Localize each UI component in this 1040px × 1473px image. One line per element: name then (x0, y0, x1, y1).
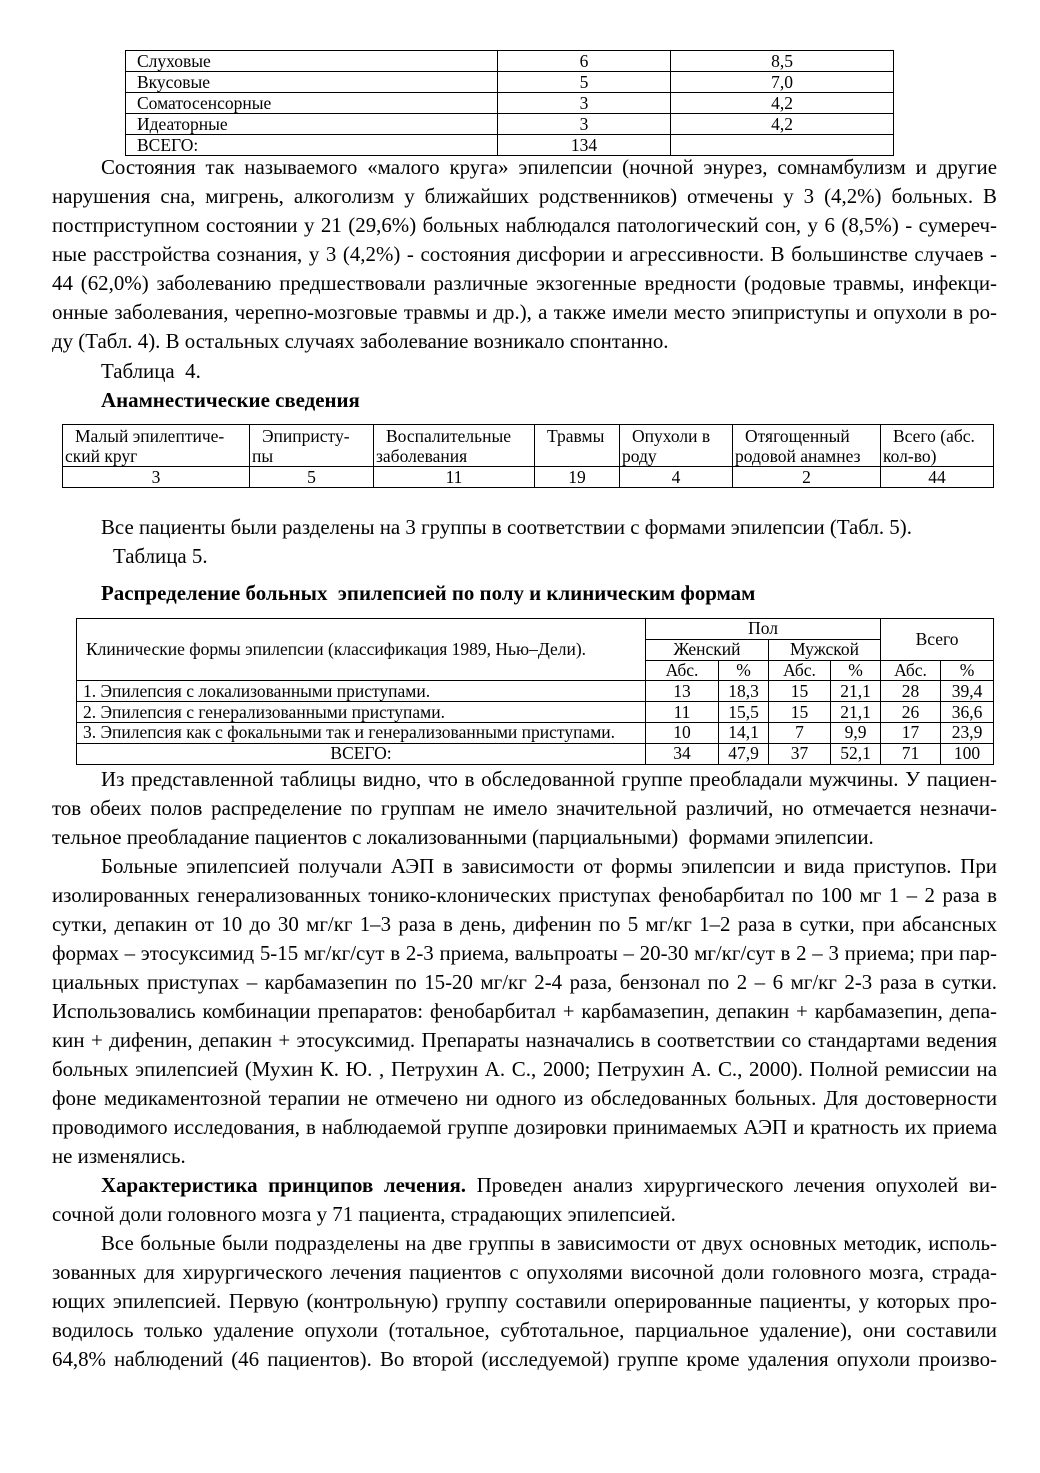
table-header-row (77, 619, 994, 640)
form-cell: 3. Эпилепсия как с фокальными так и генерализованными приступами. (77, 722, 646, 743)
abs-header-cell: Абс. (646, 660, 719, 681)
value-cell: 5 (250, 467, 374, 488)
total-label-cell: ВСЕГО: (77, 743, 646, 764)
text-line: не изменялись. (52, 1144, 186, 1169)
text-line: изолированных генерализованных тонико-клонических приступах фенобарбитал по 100 мг 1 – 2 раза в (52, 882, 997, 907)
text-line: фоне медикаментозной терапии не отмечено ни одного из обследованных больных. Для достоверности (52, 1086, 997, 1111)
header-cell-family-tumors (620, 425, 733, 467)
table4-title: Анамнестические сведения (101, 388, 360, 412)
anamnesis-table (62, 424, 994, 488)
male-pct-cell: 52,1 (831, 743, 881, 764)
text-line: нарушения сна, мигрень, алкоголизм у ближайших родственников) отмечены у 3 (4,2%) больных. В (52, 183, 997, 208)
text-line: тельное преобладание пациентов с локализованными (парциальными) формами эпилепсии. (52, 824, 874, 849)
female-abs-cell: 34 (646, 743, 719, 764)
text-span: Проведен анализ хирургического лечения опухолей ви- (476, 1173, 997, 1198)
table-row (126, 51, 894, 72)
count-cell: 6 (498, 51, 671, 72)
male-pct-cell: 9,9 (831, 722, 881, 743)
header-line: кол-во) (883, 446, 937, 466)
form-cell: 2. Эпилепсия с генерализованными приступами. (77, 702, 646, 723)
pct-header-cell: % (941, 660, 994, 681)
female-pct-cell: 15,5 (719, 702, 769, 723)
male-abs-cell: 15 (769, 681, 831, 702)
pct-header-cell: % (719, 660, 769, 681)
total-abs-cell: 17 (881, 722, 941, 743)
section-lead-heading: Характеристика принципов лечения. (101, 1173, 466, 1198)
text-line: 64,8% наблюдений (46 пациентов). Во второй (исследуемой) группе кроме удаления опухоли произво- (52, 1347, 997, 1372)
paragraph-patient-groups (52, 1229, 997, 1374)
symptom-type-cell: Идеаторные (126, 114, 498, 135)
table5-caption: Таблица 5. (113, 544, 208, 568)
table-row (126, 93, 894, 114)
count-cell: 3 (498, 114, 671, 135)
female-abs-cell: 11 (646, 702, 719, 723)
header-line: Травмы (547, 426, 605, 446)
paragraph-drug-therapy (52, 852, 997, 1172)
header-cell-seizures (250, 425, 374, 467)
header-line: родовой анамнез (735, 446, 861, 466)
header-line: роду (622, 446, 657, 466)
text-line: зованных для хирургического лечения пациентов с опухолями височной доли головного мозга, страда- (52, 1260, 997, 1285)
header-cell-family-history (733, 425, 881, 467)
header-cell-trauma (535, 425, 620, 467)
text-line: ные расстройства сознания, у 3 (4,2%) - состояния дисфории и агрессивности. В большинстве случаев - (52, 241, 997, 266)
header-cell-inflammatory (374, 425, 535, 467)
text-line: сутки, депакин от 10 до 30 мг/кг 1–3 раза в день, дифенин по 5 мг/кг 1–2 раза в сутки, при абсансных (52, 911, 997, 936)
text-line: водилось только удаление опухоли (тотальное, субтотальное, парциальное удаление), они составили (52, 1318, 997, 1343)
female-pct-cell: 14,1 (719, 722, 769, 743)
text-line: ду (Табл. 4). В остальных случаях заболевание возникало спонтанно. (52, 329, 669, 354)
male-abs-cell: 7 (769, 722, 831, 743)
symptom-type-cell: Соматосенсорные (126, 93, 498, 114)
total-header-cell: Всего (881, 619, 994, 661)
male-header-cell: Мужской (769, 639, 881, 660)
header-line: Опухоли в (632, 426, 711, 446)
text-line: постприступном состоянии у 21 (29,6%) больных наблюдался патологический сон, у 6 (8,5%) - сумереч- (52, 212, 997, 237)
header-line: Отягощенный (745, 426, 850, 446)
table-row (77, 722, 994, 743)
text-line: Больные эпилепсией получали АЭП в зависимости от формы эпилепсии и вида приступов. При (101, 853, 997, 878)
header-line: Всего (абс. (893, 426, 975, 446)
text-line: кин + дифенин, депакин + этосуксимид. Препараты назначались в соответствии со стандартами ведения (52, 1027, 997, 1052)
groups-sentence: Все пациенты были разделены на 3 группы в соответствии с формами эпилепсии (Табл. 5). (101, 515, 912, 539)
header-line: заболевания (376, 446, 468, 466)
total-pct-cell: 100 (941, 743, 994, 764)
male-pct-cell: 21,1 (831, 681, 881, 702)
text-line: Использовались комбинации препаратов: фенобарбитал + карбамазепин, депакин + карбамазепин, депа- (52, 998, 997, 1023)
form-cell: 1. Эпилепсия с локализованными приступами. (77, 681, 646, 702)
forms-header-cell: Клинические формы эпилепсии (классификация 1989, Нью–Дели). (77, 619, 646, 681)
table5-title: Распределение больных эпилепсией по полу и клиническим формам (101, 581, 756, 605)
header-line: ский круг (65, 446, 138, 466)
female-pct-cell: 18,3 (719, 681, 769, 702)
text-line: Все больные были подразделены на две группы в зависимости от двух основных методик, исполь- (101, 1231, 997, 1256)
total-abs-cell: 26 (881, 702, 941, 723)
text-line: Из представленной таблицы видно, что в обследованной группе преобладали мужчины. У пациен- (101, 766, 997, 791)
total-pct-cell: 23,9 (941, 722, 994, 743)
paragraph-small-circle (52, 153, 997, 357)
abs-header-cell: Абс. (769, 660, 831, 681)
value-cell: 3 (63, 467, 250, 488)
count-cell: 5 (498, 72, 671, 93)
body-text-flow (52, 765, 997, 1375)
text-line: больных эпилепсией (Мухин К. Ю. , Петрухин А. С., 2000; Петрухин А. С., 2000). Полной ремиссии на (52, 1056, 997, 1081)
table-row (77, 681, 994, 702)
value-cell: 44 (881, 467, 994, 488)
total-count-cell: 134 (498, 135, 671, 156)
paragraph-table-commentary (52, 765, 997, 852)
table4-caption: Таблица 4. (101, 359, 201, 383)
male-abs-cell: 15 (769, 702, 831, 723)
text-line: Состояния так называемого «малого круга» эпилепсии (ночной энурез, сомнамбулизм и другие (101, 154, 997, 179)
text-line: циальных приступах – карбамазепин по 15-20 мг/кг 2-4 раза, бензонал по 2 – 6 мг/кг 2-3 раза в сутки. (52, 969, 997, 994)
female-abs-cell: 10 (646, 722, 719, 743)
pct-header-cell: % (831, 660, 881, 681)
header-line: Малый эпилептиче- (75, 426, 225, 446)
header-cell-total (881, 425, 994, 467)
text-line: тов обеих полов распределение по группам не имело значительной различий, но отмечается незначи- (52, 795, 997, 820)
text-line: 44 (62,0%) заболеванию предшествовали различные экзогенные вредности (родовые травмы, инфекци- (52, 270, 997, 295)
female-header-cell: Женский (646, 639, 769, 660)
value-cell: 4 (620, 467, 733, 488)
sex-header-cell: Пол (646, 619, 881, 640)
value-cell: 11 (374, 467, 535, 488)
symptom-types-table (125, 50, 894, 156)
total-abs-cell: 28 (881, 681, 941, 702)
table-header-row (63, 425, 994, 467)
text-line: ющих эпилепсией. Первую (контрольную) группу составили оперированные пациенты, у которых про- (52, 1289, 997, 1314)
text-line (52, 1171, 997, 1200)
percent-cell: 8,5 (671, 51, 894, 72)
symptom-type-cell: Вкусовые (126, 72, 498, 93)
female-abs-cell: 13 (646, 681, 719, 702)
female-pct-cell: 47,9 (719, 743, 769, 764)
total-label-cell: ВСЕГО: (126, 135, 498, 156)
percent-cell: 4,2 (671, 114, 894, 135)
abs-header-cell: Абс. (881, 660, 941, 681)
value-cell: 2 (733, 467, 881, 488)
table-row (77, 702, 994, 723)
percent-cell: 7,0 (671, 72, 894, 93)
table-total-row (77, 743, 994, 764)
header-line: Эпипристу- (262, 426, 350, 446)
count-cell: 3 (498, 93, 671, 114)
total-abs-cell: 71 (881, 743, 941, 764)
paragraph-treatment-principles (52, 1171, 997, 1229)
male-pct-cell: 21,1 (831, 702, 881, 723)
header-line: Воспалительные (386, 426, 512, 446)
text-line: проводимого исследования, в наблюдаемой группе дозировки принимаемых АЭП и кратность их приема (52, 1115, 997, 1140)
text-line: формах – этосуксимид 5-15 мг/кг/сут в 2-3 приема, вальпроаты – 20-30 мг/кг/сут в 2 – 3 приема; при пар- (52, 940, 997, 965)
distribution-table (76, 618, 994, 765)
symptom-type-cell: Слуховые (126, 51, 498, 72)
text-line: сочной доли головного мозга у 71 пациента, страдающих эпилепсией. (52, 1202, 676, 1227)
text-line: онные заболевания, черепно-мозговые травмы и др.), а также имели место эпиприступы и опухоли в ро- (52, 299, 997, 324)
total-pct-cell: 36,6 (941, 702, 994, 723)
total-pct-cell: 39,4 (941, 681, 994, 702)
value-cell: 19 (535, 467, 620, 488)
male-abs-cell: 37 (769, 743, 831, 764)
header-line: пы (252, 446, 274, 466)
table-row (126, 114, 894, 135)
header-cell-small-epileptic-circle (63, 425, 250, 467)
percent-cell: 4,2 (671, 93, 894, 114)
table-row (63, 467, 994, 488)
table-row (126, 72, 894, 93)
